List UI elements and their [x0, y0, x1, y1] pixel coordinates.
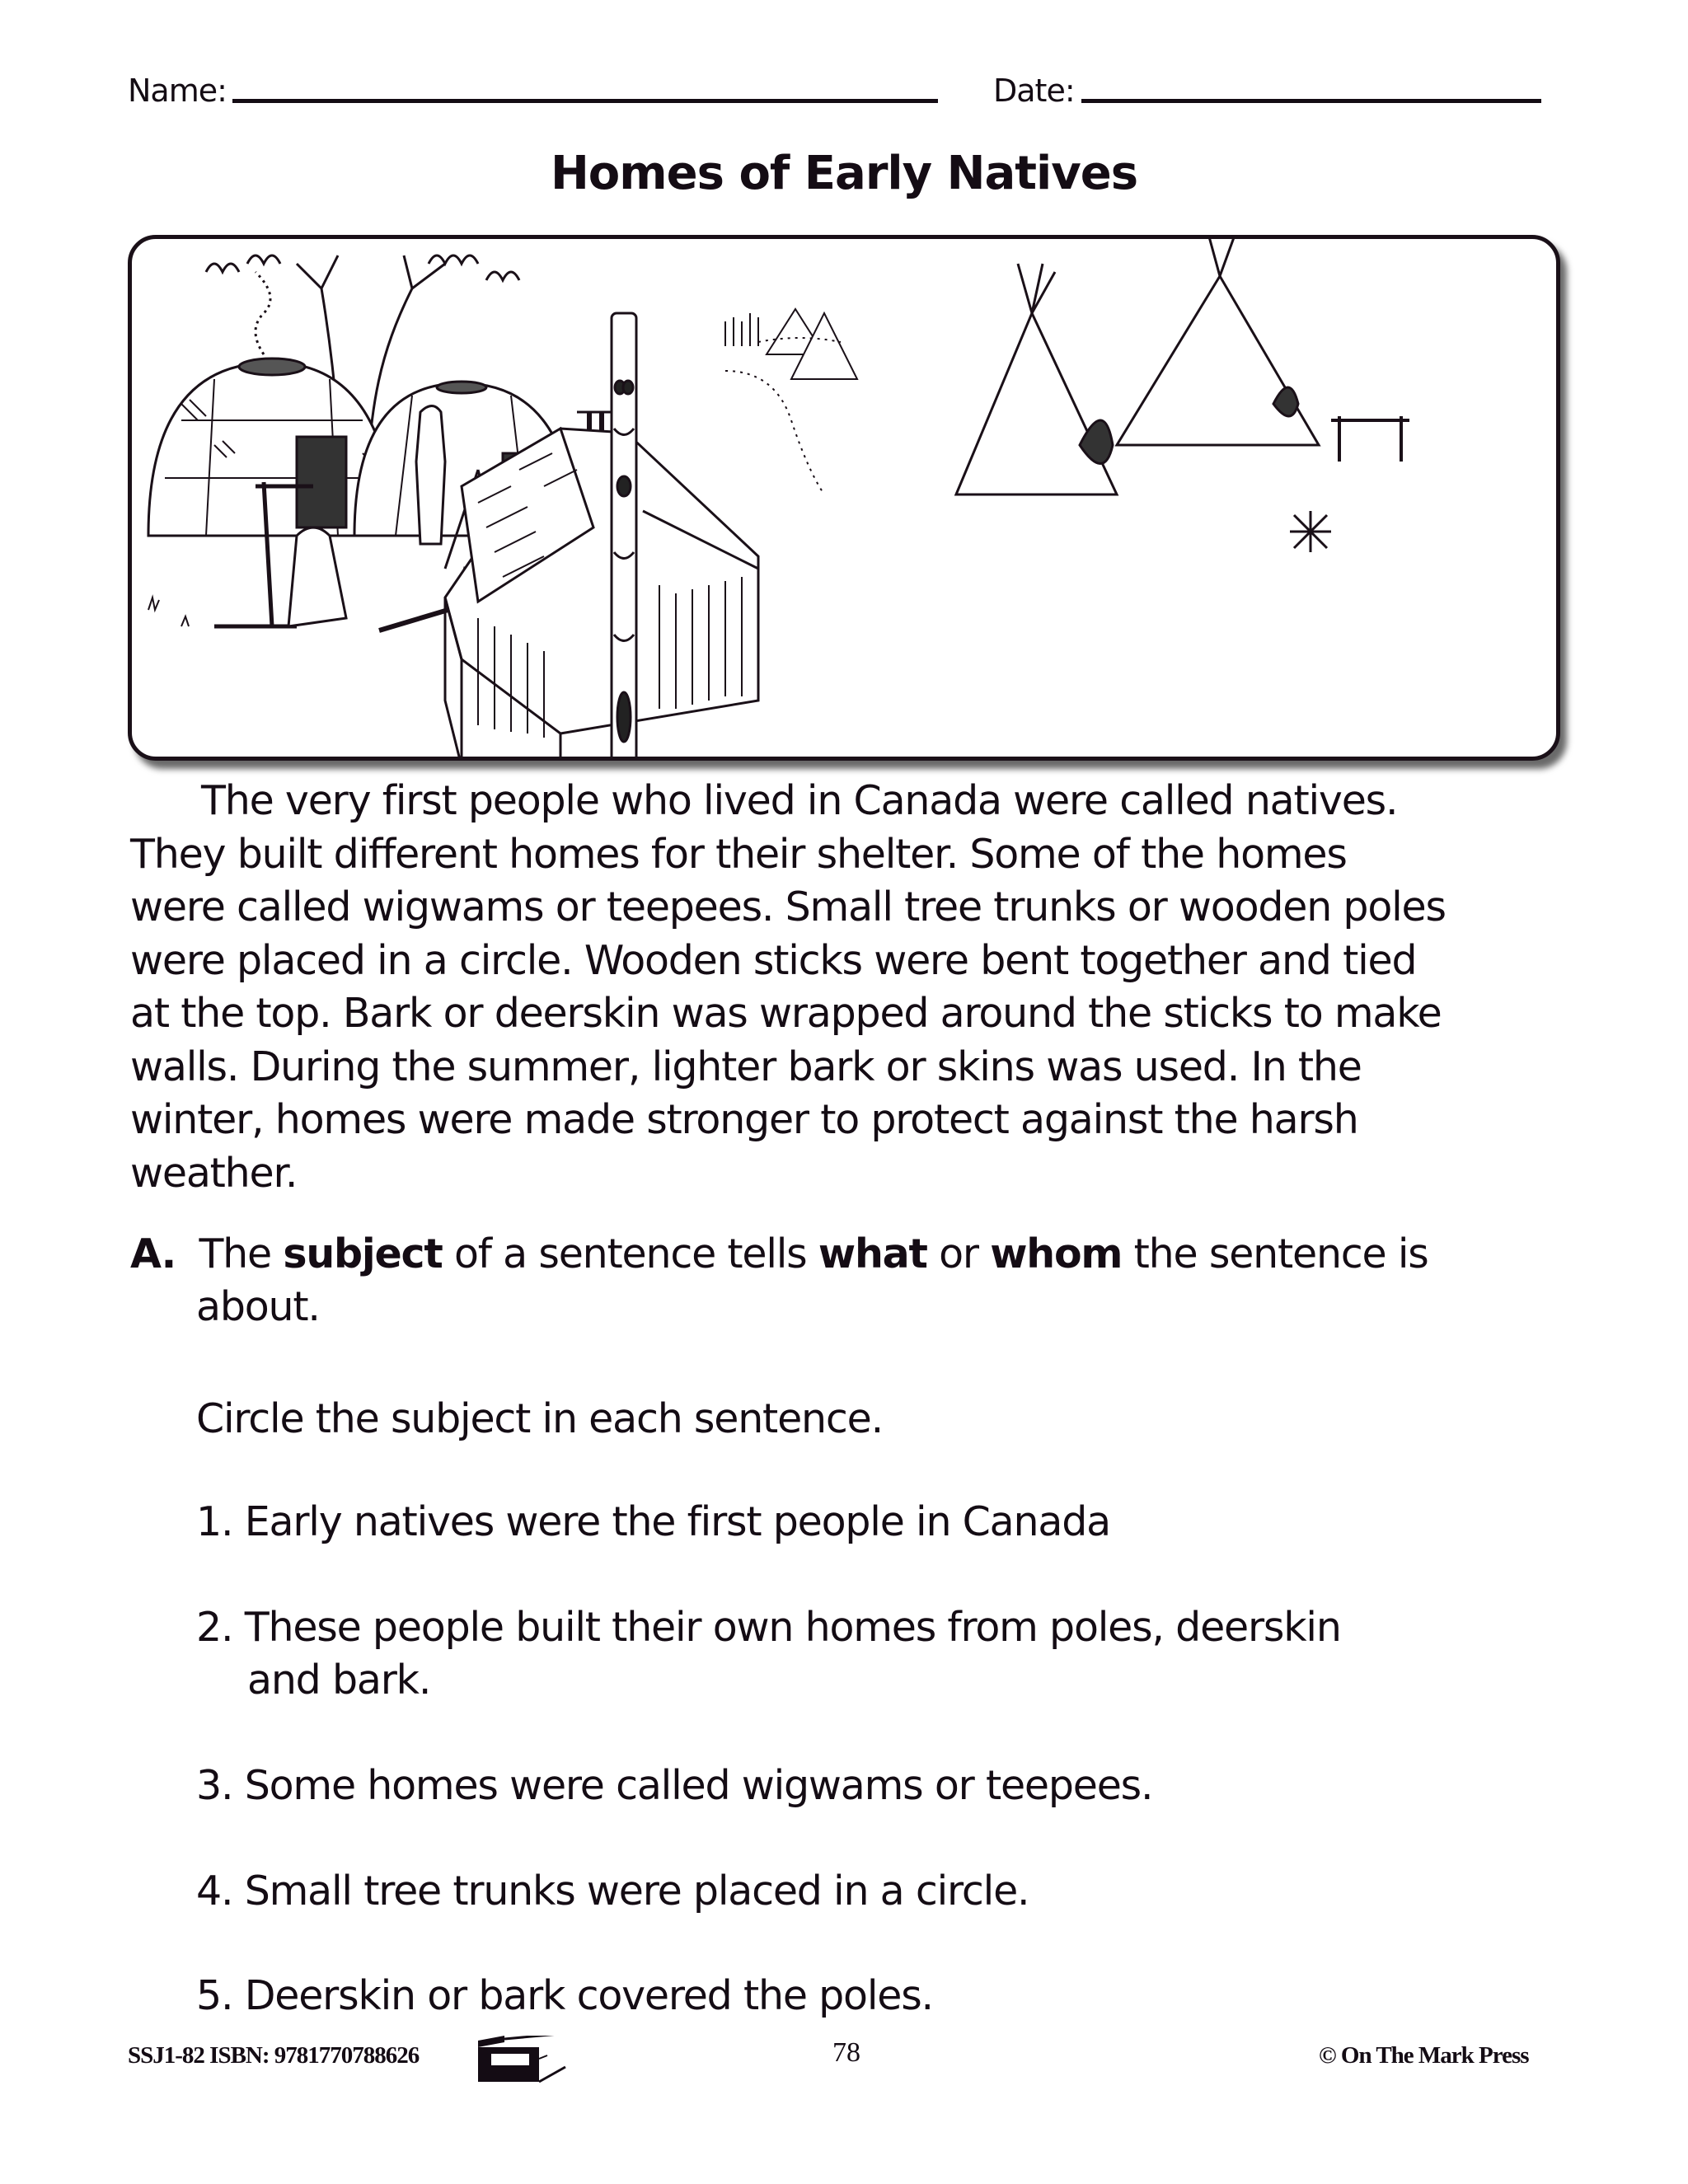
item-number: 5.: [196, 1972, 233, 2019]
item-text-continuation[interactable]: and bark.: [247, 1657, 431, 1704]
intro-text: The: [199, 1230, 284, 1277]
page-title: Homes of Early Natives: [550, 147, 1138, 200]
homes-illustration: [132, 239, 1556, 757]
photocopier-icon: [476, 2036, 567, 2083]
item-text[interactable]: These people built their own homes from poles, deerskin: [244, 1604, 1341, 1651]
item-text[interactable]: Some homes were called wigwams or teepees.: [244, 1762, 1153, 1809]
date-label: Date:: [993, 73, 1075, 109]
passage-line: weather.: [130, 1149, 298, 1197]
item-number: 4.: [196, 1868, 233, 1915]
sentence-item-2[interactable]: [196, 1601, 1341, 1707]
item-number: 2.: [196, 1604, 233, 1651]
item-text[interactable]: Deerskin or bark covered the poles.: [244, 1972, 933, 2019]
footer-code: SSJ1-82 ISBN: 9781770788626: [128, 2042, 420, 2069]
passage-line: were placed in a circle. Wooden sticks were bent together and tied: [130, 936, 1417, 984]
item-text[interactable]: Small tree trunks were placed in a circle.: [244, 1868, 1029, 1915]
item-number: 3.: [196, 1762, 233, 1809]
sentence-item-1[interactable]: [196, 1496, 1110, 1549]
instruction-text: Circle the subject in each sentence.: [196, 1395, 883, 1442]
name-field-line[interactable]: [232, 99, 938, 103]
person-icon: [416, 406, 445, 545]
passage-line: They built different homes for their shelter. Some of the homes: [130, 830, 1347, 878]
totem-pole-icon: [612, 313, 636, 757]
item-text[interactable]: Early natives were the first people in Canada: [244, 1498, 1110, 1545]
date-field-line[interactable]: [1081, 99, 1541, 103]
intro-text: or: [926, 1230, 991, 1277]
keyword-what: what: [818, 1230, 927, 1277]
section-a-intro: [130, 1228, 1564, 1333]
passage-line: The very first people who lived in Canada were called natives.: [201, 777, 1398, 824]
reading-passage: [130, 775, 1564, 1200]
keyword-whom: whom: [990, 1230, 1123, 1277]
item-number: 1.: [196, 1498, 233, 1545]
longhouse-icon: [445, 429, 758, 757]
teepee-icon: [767, 239, 1409, 552]
passage-line: were called wigwams or teepees. Small tree trunks or wooden poles: [130, 883, 1446, 930]
intro-text: the sentence is: [1122, 1230, 1428, 1277]
section-letter: A.: [130, 1230, 176, 1277]
copyright: © On The Mark Press: [1319, 2042, 1529, 2069]
keyword-subject: subject: [283, 1230, 443, 1277]
passage-line: at the top. Bark or deerskin was wrapped around the sticks to make: [130, 990, 1442, 1037]
page-number: 78: [832, 2037, 860, 2068]
passage-line: walls. During the summer, lighter bark or skins was used. In the: [130, 1043, 1362, 1090]
passage-line: winter, homes were made stronger to protect against the harsh: [130, 1096, 1358, 1143]
intro-continuation: about.: [196, 1283, 320, 1330]
name-label: Name:: [128, 73, 227, 109]
intro-text: of a sentence tells: [442, 1230, 818, 1277]
sentence-item-4[interactable]: [196, 1865, 1029, 1918]
sentence-item-3[interactable]: [196, 1760, 1152, 1812]
illustration-box: [128, 235, 1560, 761]
sentence-item-5[interactable]: [196, 1970, 933, 2022]
